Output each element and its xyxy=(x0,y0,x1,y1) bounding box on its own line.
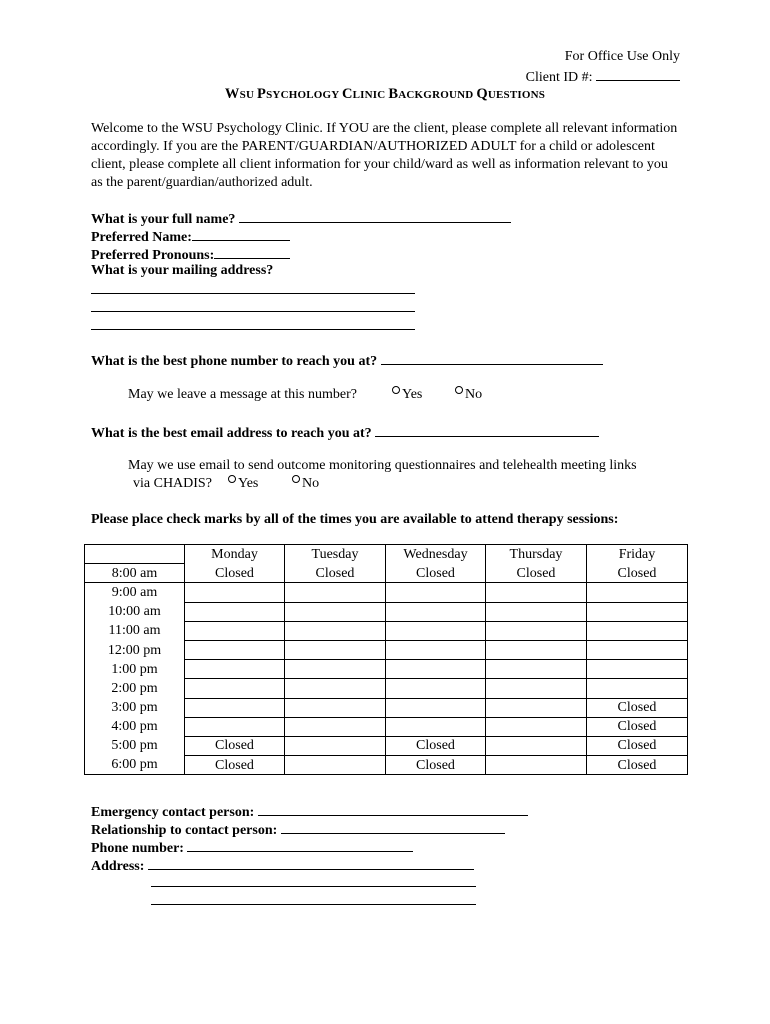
full-name-label: What is your full name? xyxy=(91,212,236,227)
availability-cell[interactable] xyxy=(185,717,285,736)
day-header: Thursday xyxy=(486,545,587,564)
closed-cell: Closed xyxy=(587,756,688,775)
availability-cell[interactable] xyxy=(486,602,587,621)
closed-cell: Closed xyxy=(386,564,486,583)
day-header: Wednesday xyxy=(386,545,486,564)
availability-cell[interactable] xyxy=(386,717,486,736)
availability-cell[interactable] xyxy=(486,679,587,698)
availability-cell[interactable] xyxy=(486,698,587,717)
client-id-field[interactable] xyxy=(596,66,680,81)
closed-cell: Closed xyxy=(587,736,688,755)
emergency-address-line-2[interactable] xyxy=(151,886,476,887)
time-slot-label: 4:00 pm xyxy=(85,717,185,736)
table-row xyxy=(85,717,688,736)
time-slot-label: 5:00 pm xyxy=(85,736,185,755)
closed-cell: Closed xyxy=(185,736,285,755)
availability-cell[interactable] xyxy=(285,640,386,659)
mailing-address-label: What is your mailing address? xyxy=(91,263,274,278)
preferred-pronouns-field[interactable] xyxy=(214,244,290,259)
closed-cell: Closed xyxy=(185,564,285,583)
table-row xyxy=(85,660,688,679)
closed-cell: Closed xyxy=(285,564,386,583)
time-slot-label: 8:00 am xyxy=(85,564,185,583)
full-name-field[interactable] xyxy=(239,208,511,223)
time-slot-label: 12:00 pm xyxy=(85,640,185,659)
radio-icon[interactable] xyxy=(228,475,236,483)
emergency-address-field[interactable] xyxy=(148,855,474,870)
availability-cell[interactable] xyxy=(486,621,587,640)
emergency-address-line-3[interactable] xyxy=(151,904,476,905)
radio-icon[interactable] xyxy=(392,386,400,394)
email-row xyxy=(91,422,599,443)
availability-cell[interactable] xyxy=(285,583,386,602)
emergency-address-row xyxy=(91,855,474,876)
time-header xyxy=(85,545,185,564)
availability-cell[interactable] xyxy=(285,736,386,755)
relationship-field[interactable] xyxy=(281,819,505,834)
availability-cell[interactable] xyxy=(285,756,386,775)
availability-cell[interactable] xyxy=(486,717,587,736)
client-id-row xyxy=(526,66,680,87)
table-row xyxy=(85,602,688,621)
email-consent-line1: May we use email to send outcome monitoring questionnaires and telehealth meeting links xyxy=(128,458,637,473)
availability-cell[interactable] xyxy=(386,583,486,602)
availability-cell[interactable] xyxy=(587,660,688,679)
availability-cell[interactable] xyxy=(386,660,486,679)
emergency-address-label: Address: xyxy=(91,859,145,874)
emergency-contact-label: Emergency contact person: xyxy=(91,805,255,820)
availability-cell[interactable] xyxy=(185,660,285,679)
phone-field[interactable] xyxy=(381,350,603,365)
office-use-label: For Office Use Only xyxy=(564,49,680,64)
schedule-instruction: Please place check marks by all of the times you are available to attend therapy sessions: xyxy=(91,512,619,527)
table-row xyxy=(85,679,688,698)
relationship-label: Relationship to contact person: xyxy=(91,823,278,838)
closed-cell: Closed xyxy=(386,756,486,775)
availability-cell[interactable] xyxy=(185,583,285,602)
phone-message-question: May we leave a message at this number? xyxy=(128,387,357,402)
email-consent-no[interactable]: No xyxy=(292,475,319,493)
availability-cell[interactable] xyxy=(285,660,386,679)
phone-label: What is the best phone number to reach you at? xyxy=(91,354,378,369)
table-row xyxy=(85,640,688,659)
availability-cell[interactable] xyxy=(587,640,688,659)
emergency-phone-label: Phone number: xyxy=(91,841,184,856)
closed-cell: Closed xyxy=(587,564,688,583)
emergency-phone-field[interactable] xyxy=(187,837,413,852)
availability-cell[interactable] xyxy=(386,698,486,717)
page-title: WSU PSYCHOLOGY CLINIC BACKGROUND QUESTIONS xyxy=(224,86,546,102)
availability-cell[interactable] xyxy=(285,621,386,640)
table-row xyxy=(85,564,688,583)
table-row xyxy=(85,736,688,755)
availability-cell[interactable] xyxy=(285,679,386,698)
emergency-contact-field[interactable] xyxy=(258,801,528,816)
availability-cell[interactable] xyxy=(185,621,285,640)
availability-cell[interactable] xyxy=(587,621,688,640)
preferred-name-field[interactable] xyxy=(192,226,290,241)
table-row xyxy=(85,583,688,602)
closed-cell: Closed xyxy=(587,698,688,717)
day-header: Friday xyxy=(587,545,688,564)
availability-cell[interactable] xyxy=(185,640,285,659)
availability-cell[interactable] xyxy=(386,602,486,621)
time-slot-label: 10:00 am xyxy=(85,602,185,621)
availability-cell[interactable] xyxy=(386,679,486,698)
phone-row xyxy=(91,350,603,371)
phone-message-no[interactable]: No xyxy=(455,386,482,404)
availability-cell[interactable] xyxy=(486,640,587,659)
mailing-address-line-1[interactable] xyxy=(91,293,415,294)
closed-cell: Closed xyxy=(185,756,285,775)
availability-cell[interactable] xyxy=(185,698,285,717)
time-slot-label: 2:00 pm xyxy=(85,679,185,698)
preferred-name-label: Preferred Name: xyxy=(91,230,192,245)
time-slot-label: 1:00 pm xyxy=(85,660,185,679)
time-slot-label: 6:00 pm xyxy=(85,756,185,775)
availability-cell[interactable] xyxy=(185,602,285,621)
closed-cell: Closed xyxy=(486,564,587,583)
availability-cell[interactable] xyxy=(486,756,587,775)
phone-message-yes[interactable]: Yes xyxy=(392,386,422,404)
table-row xyxy=(85,756,688,775)
email-field[interactable] xyxy=(375,422,599,437)
availability-cell[interactable] xyxy=(285,717,386,736)
table-header-row xyxy=(85,545,688,564)
mailing-address-line-3[interactable] xyxy=(91,329,415,330)
availability-cell[interactable] xyxy=(386,640,486,659)
closed-cell: Closed xyxy=(386,736,486,755)
time-slot-label: 9:00 am xyxy=(85,583,185,602)
availability-cell[interactable] xyxy=(386,621,486,640)
mailing-address-line-2[interactable] xyxy=(91,311,415,312)
email-label: What is the best email address to reach you at? xyxy=(91,426,372,441)
availability-cell[interactable] xyxy=(185,679,285,698)
availability-cell[interactable] xyxy=(587,602,688,621)
availability-cell[interactable] xyxy=(486,660,587,679)
availability-cell[interactable] xyxy=(587,583,688,602)
radio-icon[interactable] xyxy=(292,475,300,483)
availability-cell[interactable] xyxy=(486,736,587,755)
radio-icon[interactable] xyxy=(455,386,463,394)
email-consent-line2: via CHADIS? xyxy=(133,476,212,491)
email-consent-yes[interactable]: Yes xyxy=(228,475,258,493)
table-row xyxy=(85,698,688,717)
day-header: Monday xyxy=(185,545,285,564)
day-header: Tuesday xyxy=(285,545,386,564)
availability-cell[interactable] xyxy=(486,583,587,602)
availability-cell[interactable] xyxy=(285,602,386,621)
intro-paragraph: Welcome to the WSU Psychology Clinic. If YOU are the client, please complete all relevant information accordingly. If you are the PARENT/GUARDIAN/AUTHORIZED ADULT for a child or adolescent client, please complete all client information for your child/ward as well as information relevant to you as the parent/guardian/authorized adult. xyxy=(91,121,678,190)
time-slot-label: 3:00 pm xyxy=(85,698,185,717)
availability-cell[interactable] xyxy=(285,698,386,717)
table-row xyxy=(85,621,688,640)
availability-table xyxy=(84,544,688,775)
time-slot-label: 11:00 am xyxy=(85,621,185,640)
client-id-label: Client ID #: xyxy=(525,70,593,85)
preferred-pronouns-label: Preferred Pronouns: xyxy=(91,248,215,263)
availability-cell[interactable] xyxy=(587,679,688,698)
closed-cell: Closed xyxy=(587,717,688,736)
